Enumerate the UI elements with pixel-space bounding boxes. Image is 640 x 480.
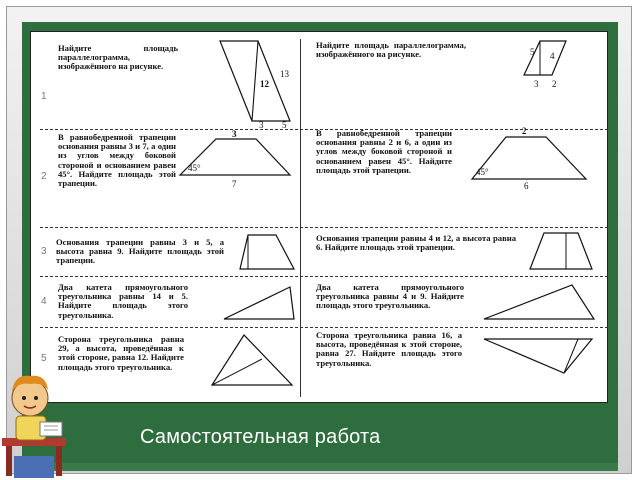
parallelogram-figure [510, 39, 600, 97]
row-divider [40, 327, 608, 328]
svg-text:6: 6 [524, 181, 529, 191]
row-number: 5 [41, 353, 47, 364]
right-triangle-figure [480, 279, 600, 325]
svg-text:3: 3 [259, 120, 264, 130]
task-text: В равнобедренной трапеции основания равны 3 и 7, а один из углов между боковой стороной и основанием равен 45°. Найдите площадь этой трапеции. [58, 132, 176, 189]
board-tray [22, 463, 618, 471]
parallelogram-figure [210, 39, 300, 129]
svg-text:12: 12 [260, 79, 269, 89]
trapezoid-figure [236, 231, 298, 273]
row-divider [40, 276, 608, 277]
task-text: Основания трапеции равны 4 и 12, а высота равна 6. Найдите площадь этой трапеции. [316, 233, 516, 253]
svg-text:2: 2 [552, 79, 557, 89]
task-text: Сторона треугольника равна 16, а высота, проведённая к этой стороне, равна 27. Найдите площадь этого треугольника. [316, 330, 462, 368]
row-number: 3 [41, 246, 47, 257]
schoolboy-illustration [0, 360, 80, 480]
trapezoid-figure [460, 125, 600, 189]
task-text: Найдите площадь параллелограмма, изображённого на рисунке. [316, 40, 466, 60]
task-text: Два катета прямоугольного треугольника равны 4 и 9. Найдите площадь этого треугольника. [316, 282, 464, 311]
svg-text:7: 7 [232, 179, 237, 189]
right-triangle-figure [220, 281, 298, 325]
svg-text:5: 5 [282, 120, 287, 130]
svg-text:4: 4 [550, 51, 555, 61]
trapezoid-figure [174, 129, 296, 193]
triangle-figure [206, 329, 298, 395]
svg-text:3: 3 [534, 79, 539, 89]
row-divider [40, 227, 608, 228]
svg-text:5: 5 [530, 47, 535, 57]
svg-text:45°: 45° [476, 167, 489, 177]
task-text: Найдите площадь параллелограмма, изображённого на рисунке. [58, 43, 178, 72]
worksheet-table [30, 31, 608, 403]
triangle-figure [478, 329, 598, 385]
trapezoid-figure [524, 229, 598, 273]
task-text: Два катета прямоугольного треугольника равны 14 и 5. Найдите площадь этого треугольника. [58, 282, 188, 320]
row-number: 2 [41, 171, 47, 182]
task-text: Сторона треугольника равна 29, а высота, проведённая к этой стороне, равна 12. Найдите площадь этого треугольника. [58, 334, 184, 372]
task-text: В равнобедренной трапеции основания равны 2 и 6, а один из углов между боковой стороной и основанием равен 45°. Найдите площадь этой трапеции. [316, 128, 452, 175]
task-text: Основания трапеции равны 3 и 5, а высота равна 9. Найдите площадь этой трапеции. [56, 237, 224, 266]
row-number: 1 [41, 91, 47, 102]
svg-text:13: 13 [280, 69, 289, 79]
slide-caption: Самостоятельная работа [140, 426, 381, 448]
svg-text:45°: 45° [188, 163, 201, 173]
row-number: 4 [41, 296, 47, 307]
column-divider [300, 39, 301, 397]
svg-text:2: 2 [522, 126, 527, 136]
svg-text:3: 3 [232, 129, 237, 139]
